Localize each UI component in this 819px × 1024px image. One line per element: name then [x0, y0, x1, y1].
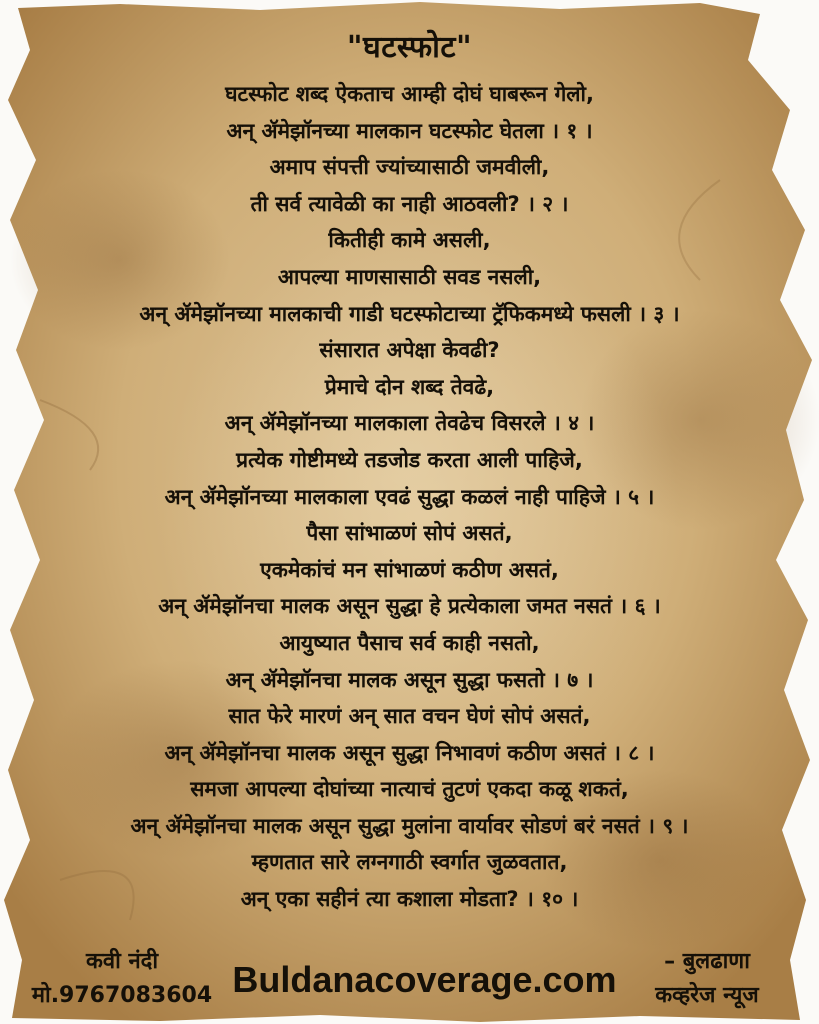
website-label: Buldanacoverage.com: [232, 959, 617, 1000]
poem-line: घटस्फोट शब्द ऐकताच आम्ही दोघं घाबरून गेलो,: [225, 82, 594, 106]
poem-line: अन् ॲमेझॉनच्या मालकाला एवढं सुद्धा कळलं नाही पाहिजे । ५ ।: [164, 484, 655, 509]
poem-line: अन् ॲमेझॉनचा मालक असून सुद्धा हे प्रत्येकाला जमत नसतं । ६ ।: [158, 594, 661, 619]
poem-line: पैसा सांभाळणं सोपं असतं,: [306, 521, 513, 546]
poem-line: प्रेमाचे दोन शब्द तेवढे,: [324, 374, 495, 399]
poem-line: संसारात अपेक्षा केवढी?: [319, 338, 500, 363]
poem-line: ती सर्व त्यावेळी का नाही आठवली? । २ ।: [250, 191, 569, 216]
poem-line: अन् ॲमेझॉनच्या मालकान घटस्फोट घेतला । १ ।: [226, 118, 593, 143]
poem-line: प्रत्येक गोष्टीमध्ये तडजोड करता आली पाहिजे,: [236, 447, 583, 472]
poem-line: अन् ॲमेझॉनचा मालक असून सुद्धा फसतो । ७ ।: [225, 667, 594, 692]
poem-title: "घटस्फोट": [346, 30, 473, 65]
poem-line: अन् ॲमेझॉनचा मालक असून सुद्धा मुलांना वार्यावर सोडणं बरं नसतं । ९ ।: [130, 813, 689, 838]
poem-lines: [20, 76, 799, 918]
poet-credit: [22, 945, 222, 1013]
poem-line: आपल्या माणसासाठी सवड नसली,: [277, 264, 542, 289]
poem-line: अन् ॲमेझॉनच्या मालकाची गाडी घटस्फोटाच्या ट्रॅफिकमध्ये फसली । ३ ।: [139, 301, 680, 326]
poem-line: समजा आपल्या दोघांच्या नात्याचं तुटणं एकदा कळू शकतं,: [190, 777, 629, 802]
poem-line: सात फेरे मारणं अन् सात वचन घेणं सोपं असतं,: [228, 704, 591, 729]
poem-line: म्हणतात सारे लग्नगाठी स्वर्गात जुळवतात,: [251, 850, 568, 875]
publisher-line-1: – बुलढाणा: [664, 949, 750, 974]
poem-line: अन् ॲमेझॉनच्या मालकाला तेवढेच विसरले । ४ ।: [224, 411, 595, 436]
poem-line: अमाप संपत्ती ज्यांच्यासाठी जमवीली,: [269, 155, 550, 180]
poet-phone: मो.9767083604: [31, 983, 213, 1008]
poet-name: कवी नंदी: [85, 949, 159, 974]
poem-line: अन् ॲमेझॉनचा मालक असून सुद्धा निभावणं कठीण असतं । ८ ।: [164, 740, 655, 765]
publisher-credit: [612, 945, 802, 1013]
poem-line: अन् एका सहीनं त्या कशाला मोडता? । १० ।: [240, 887, 579, 912]
publisher-line-2: कव्हरेज न्यूज: [655, 983, 759, 1008]
poem-line: एकमेकांचं मन सांभाळणं कठीण असतं,: [260, 557, 559, 582]
poem-line: कितीही कामे असली,: [328, 228, 491, 253]
poem-line: आयुष्यात पैसाच सर्व काही नसतो,: [279, 630, 540, 655]
poem-body: [20, 24, 799, 918]
